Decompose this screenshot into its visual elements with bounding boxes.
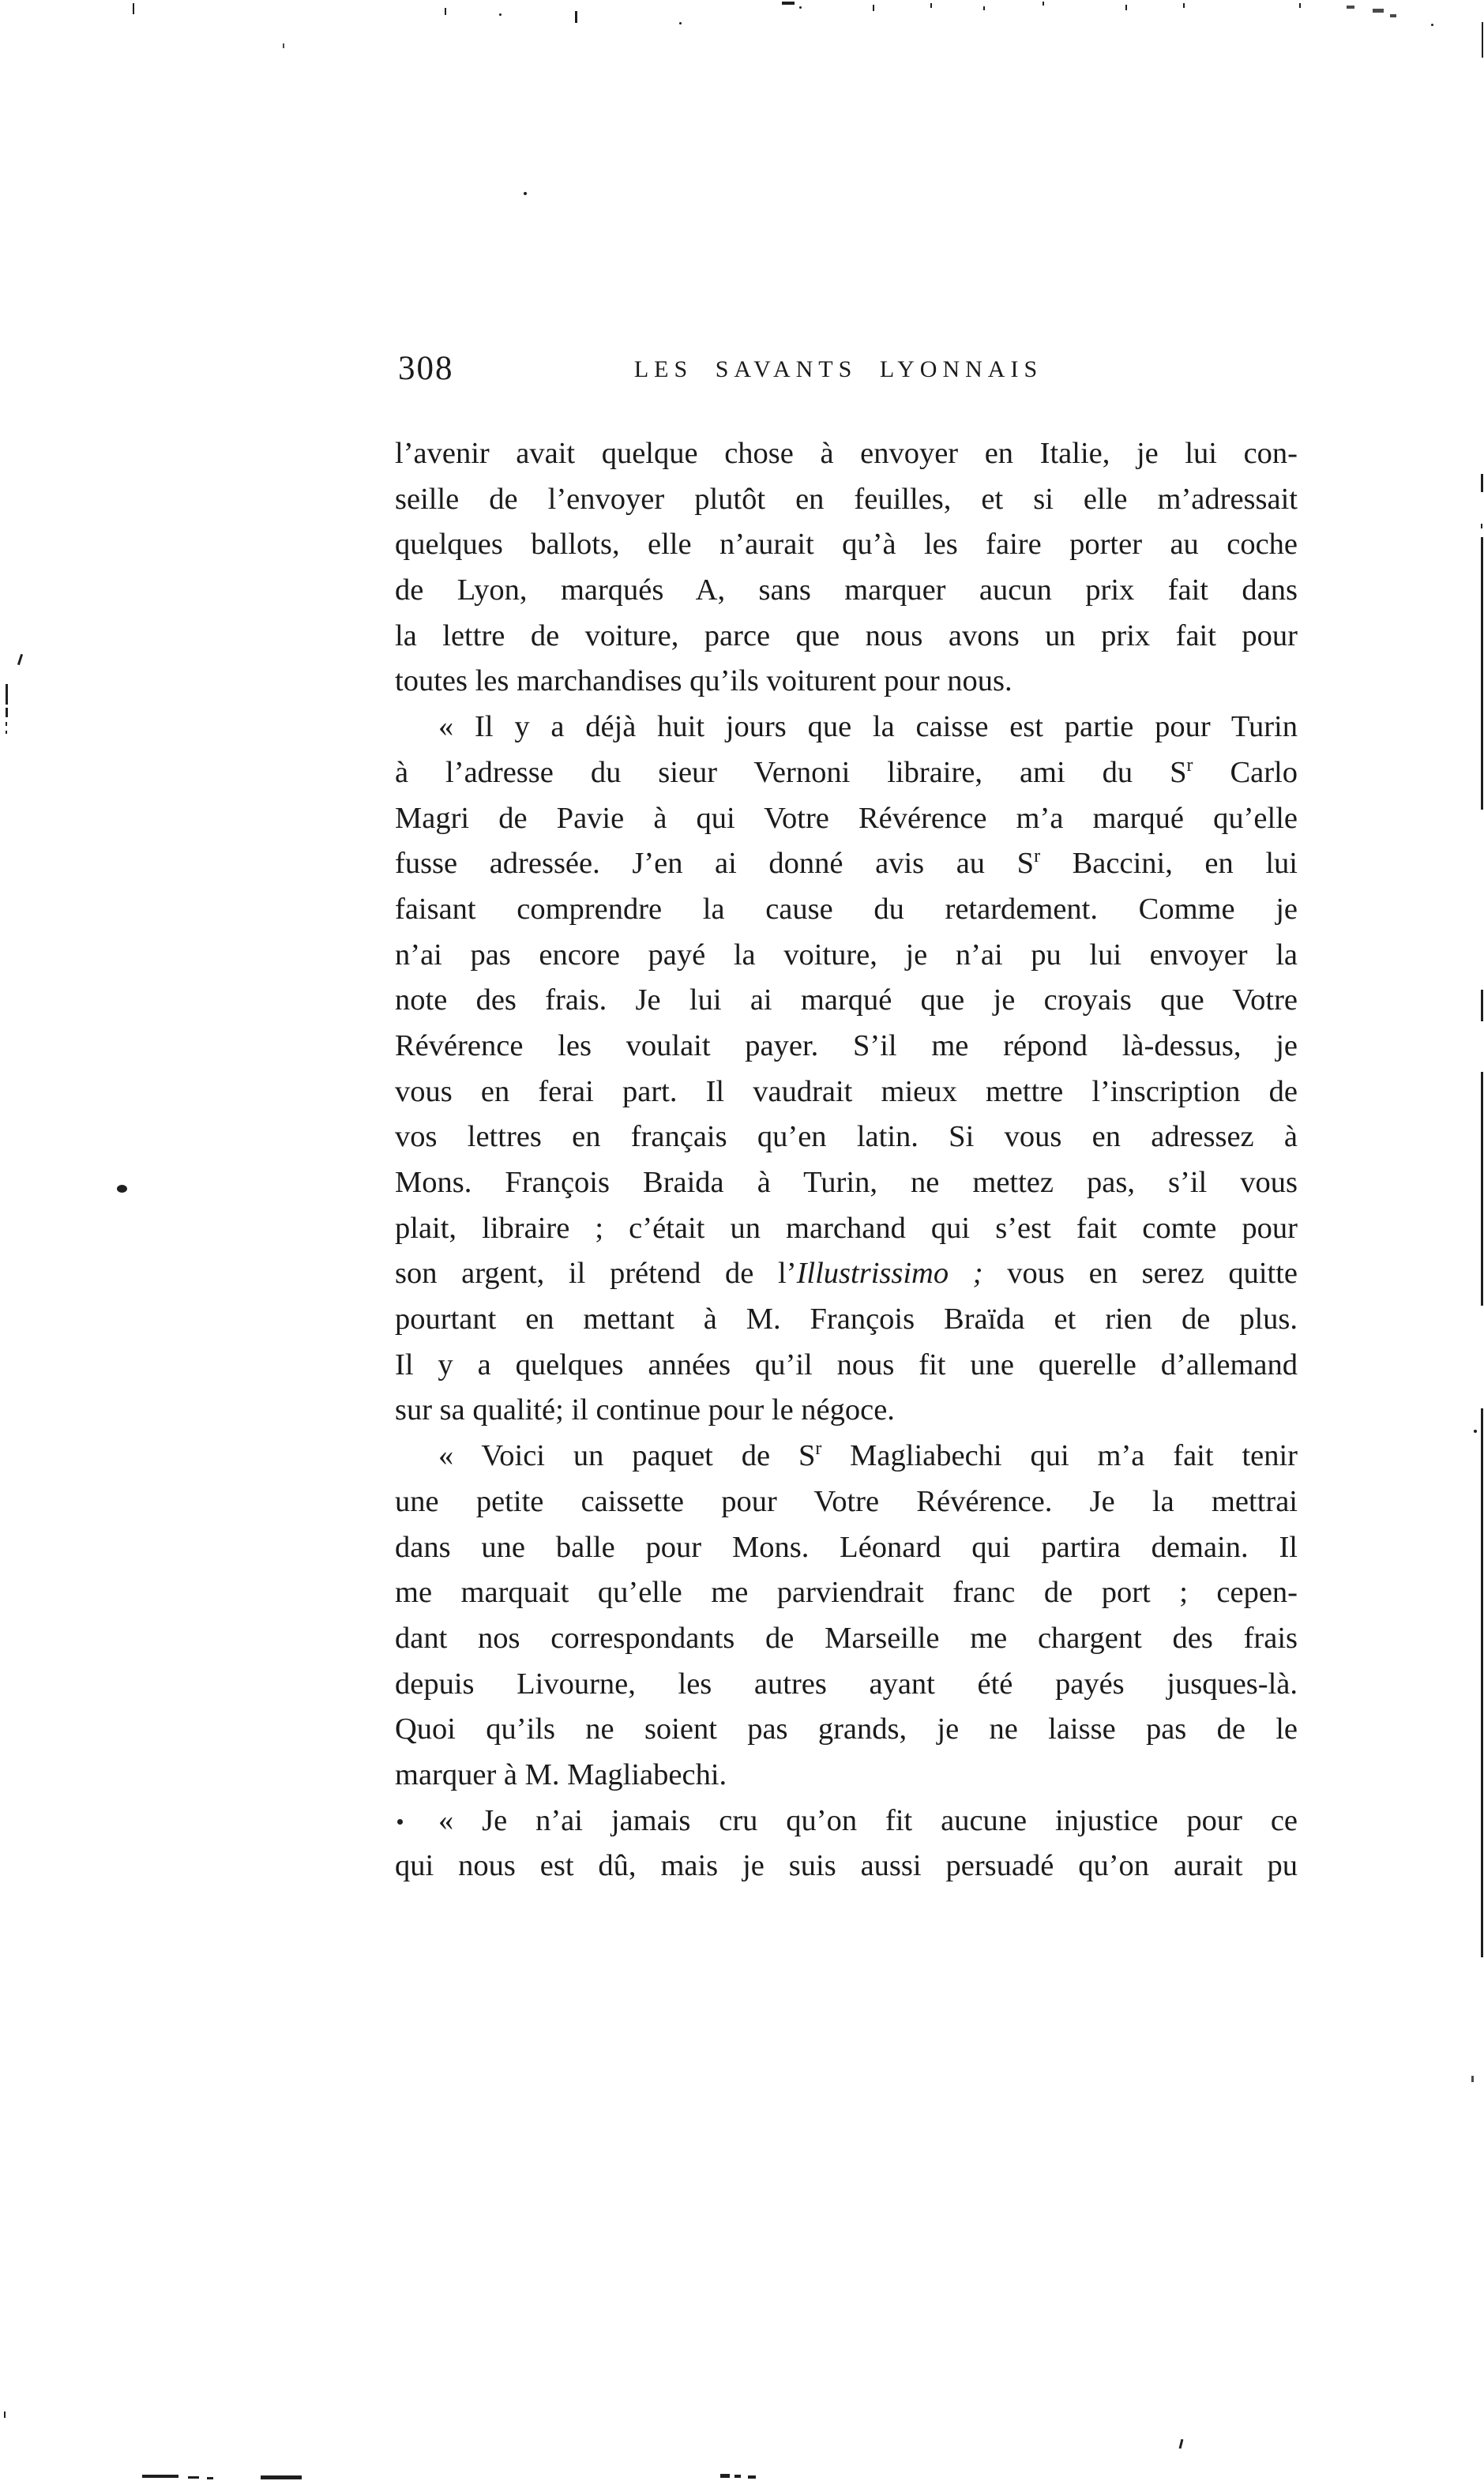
scan-speck: [1471, 2076, 1474, 2082]
scan-edge-line: [1481, 537, 1483, 810]
scan-speck: [799, 6, 802, 9]
scan-speck: [283, 43, 284, 48]
text-line: Révérence les voulait payer. S’il me répond là-dessus, je: [395, 1028, 1298, 1062]
text-line: n’ai pas encore payé la voiture, je n’ai pu lui envoyer la: [395, 938, 1298, 972]
scan-speck: [720, 2474, 730, 2478]
body-text: [395, 431, 1298, 1889]
scan-edge-line: [1481, 990, 1483, 1021]
scan-speck: [679, 22, 682, 24]
text-line: « Je n’ai jamais cru qu’on fit aucune injustice pour ce: [438, 1803, 1298, 1837]
scan-speck: [117, 1185, 127, 1193]
text-line: fusse adressée. J’en ai donné avis au $S^r$ Baccini, en lui: [395, 846, 1298, 881]
scan-speck: [1347, 6, 1354, 9]
text-line: qui nous est dû, mais je suis aussi persuadé qu’on aurait pu: [395, 1849, 1298, 1883]
text-line: seille de l’envoyer plutôt en feuilles, et si elle m’adressait: [395, 482, 1298, 516]
page-number: 308: [398, 350, 454, 387]
scan-speck: [4, 2411, 6, 2418]
scan-edge-line: [1481, 524, 1482, 528]
scan-speck: [1474, 1430, 1477, 1433]
text-line: « Il y a déjà huit jours que la caisse est partie pour Turin: [438, 710, 1298, 744]
scan-speck: [930, 3, 932, 8]
text-line: une petite caissette pour Votre Révérence. Je la mettrai: [395, 1484, 1298, 1518]
scan-edge-line: [6, 684, 8, 705]
scan-speck: [261, 2475, 302, 2479]
text-line: quelques ballots, elle n’aurait qu’à les faire porter au coche: [395, 528, 1298, 562]
text-line: note des frais. Je lui ai marqué que je croyais que Votre: [395, 983, 1298, 1017]
scan-speck: [1431, 24, 1433, 26]
scan-speck: [6, 731, 7, 734]
scan-speck: [983, 6, 985, 10]
text-line: de Lyon, marqués A, sans marquer aucun prix fait dans: [395, 573, 1298, 607]
text-line: toutes les marchandises qu’ils voiturent pour nous.: [395, 664, 1013, 698]
scan-speck: [445, 8, 446, 15]
text-line: marquer à M. Magliabechi.: [395, 1757, 727, 1791]
paragraph: [395, 431, 1298, 705]
paragraph: [395, 1799, 1298, 1889]
scan-speck: [499, 13, 502, 16]
page-header: [395, 349, 1298, 398]
text-line: depuis Livourne, les autres ayant été payés jusques-là.: [395, 1667, 1298, 1701]
scan-speck: [133, 3, 134, 14]
paragraph: [395, 1434, 1298, 1799]
text-line: Magri de Pavie à qui Votre Révérence m’a marqué qu’elle: [395, 801, 1298, 835]
scan-speck: [873, 5, 874, 11]
text-line: dant nos correspondants de Marseille me chargent des frais: [395, 1621, 1298, 1655]
scan-speck: [397, 1819, 403, 1825]
scan-speck: [1125, 5, 1127, 10]
text-line: vos lettres en français qu’en latin. Si vous en adressez à: [395, 1120, 1298, 1154]
scan-speck: [207, 2477, 213, 2479]
text-line: vous en ferai part. Il vaudrait mieux mettre l’inscription de: [395, 1074, 1298, 1108]
scan-edge-line: [1482, 22, 1483, 58]
text-line: pourtant en mettant à M. François Braïda et rien de plus.: [395, 1303, 1298, 1336]
scan-speck: [734, 2475, 741, 2478]
scan-speck: [575, 11, 577, 23]
scan-edge-line: [1481, 1408, 1483, 1957]
scan-speck: [1179, 2439, 1184, 2449]
scan-speck: [188, 2476, 199, 2479]
scan-edge-line: [1481, 474, 1483, 492]
scan-speck: [1390, 14, 1396, 17]
scan-speck: [142, 2475, 178, 2478]
running-title: LES SAVANTS LYONNAIS: [633, 356, 1043, 382]
text-line: dans une balle pour Mons. Léonard qui partira demain. Il: [395, 1530, 1298, 1564]
text-line: sur sa qualité; il continue pour le négoce.: [395, 1393, 895, 1427]
text-line: « Voici un paquet de $S^r$ Magliabechi qui m’a fait tenir: [438, 1438, 1298, 1473]
text-line: me marquait qu’elle me parviendrait franc de port ; cepen-: [395, 1576, 1298, 1610]
text-line: Mons. François Braida à Turin, ne mettez pas, s’il vous: [395, 1166, 1298, 1199]
scan-edge-line: [6, 708, 8, 717]
scan-speck: [1183, 3, 1185, 8]
scan-speck: [1299, 3, 1301, 8]
scan-speck: [1043, 2, 1044, 6]
scan-speck: [17, 654, 23, 665]
text-line: son argent, il prétend de l’Illustrissimo ; vous en serez quitte: [395, 1257, 1298, 1291]
text-line: l’avenir avait quelque chose à envoyer en Italie, je lui con-: [395, 437, 1298, 470]
text-line: plait, libraire ; c’était un marchand qui s’est fait comte pour: [395, 1211, 1298, 1245]
paragraph: [395, 705, 1298, 1434]
text-line: la lettre de voiture, parce que nous avons un prix fait pour: [395, 618, 1298, 652]
text-line: faisant comprendre la cause du retardement. Comme je: [395, 892, 1298, 926]
scan-speck: [524, 192, 527, 195]
scan-speck: [6, 722, 7, 726]
scan-speck: [748, 2475, 756, 2479]
text-line: Quoi qu’ils ne soient pas grands, je ne laisse pas de le: [395, 1712, 1298, 1746]
scan-speck: [782, 2, 795, 5]
text-line: Il y a quelques années qu’il nous fit une querelle d’allemand: [395, 1348, 1298, 1381]
scan-edge-line: [1481, 1072, 1483, 1306]
scan-speck: [1373, 9, 1384, 13]
text-line: à l’adresse du sieur Vernoni libraire, ami du $S^r$ Carlo: [395, 754, 1298, 789]
